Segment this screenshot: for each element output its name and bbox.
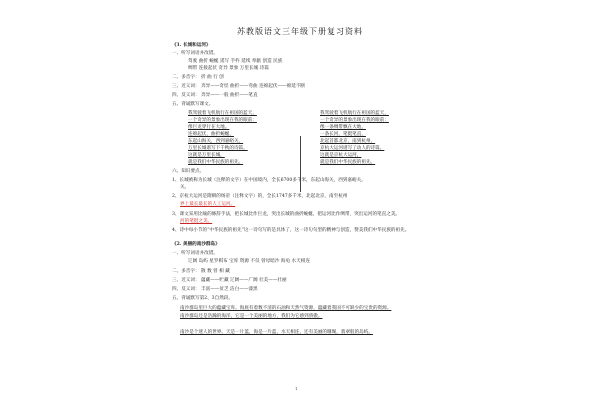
s2-paragraph-1: 南沙群岛里巨大的蕴藏宝库。海底有着数不清的石油和天然气资源，蕴藏着我国不可缺少的宝贵的资源。 (180, 306, 392, 311)
s1-q6: 六、知识要点。 (172, 169, 205, 174)
poem-left-line: 一个奇异的景象出现在我的眼前： (188, 118, 257, 123)
s1-q3: 三、近义词： 奔异——奇怪 曲折——弯曲 连绵起伏——绵延不断 (172, 84, 306, 89)
poem-left-line: 就是我们中华民族的祖先。 (188, 160, 244, 165)
poem-left-line: 连绵起伏，曲折蜿蜒， (188, 132, 234, 137)
s2-q3: 三、近义词： 蕴藏——贮藏 辽阔——广阔 壮美——壮丽 (172, 278, 287, 283)
s1-knowledge-2b: 界上最长最长的人工运河。 (180, 202, 236, 207)
s1-knowledge-3: 3、课文采用比喻的修辞手法，把长城比作巨龙，突出长城的曲折蜿蜒，把运河比作绸带，突出运河的笔直之美。 (172, 212, 401, 217)
s1-q1: 一、听写词语并改错。 (172, 51, 218, 56)
poem-divider (300, 136, 301, 192)
poem-right-line: 一条长河，笔挺笔直， (320, 132, 366, 137)
poem-right-line: 京杭大运河谱写了动人的诗篇。 (320, 146, 385, 151)
s1-knowledge-1: 1、长城被称为长城（注释的文字）在中国境内，全长6700多千米，东起山海关，西到嘉峪关。 (172, 178, 366, 183)
poem-right-line: 像一条绸带飘在大地， (320, 125, 366, 130)
poem-right-line: 北起首都北京，南到杭州， (320, 139, 376, 144)
document-title: 苏教版语文三年级下册复习资料 (237, 27, 363, 36)
s1-q2: 二、多音字： 折 曲 行 创 (172, 75, 224, 80)
poem-left-line: 像巨龙穿行在大地。 (188, 125, 230, 130)
s2-words: 辽阔 岛屿 星罗棋布 宝库 资源 不仅 曾母暗沙 海龟 水天相连 (188, 259, 310, 264)
s2-q2: 二、多音字： 散 数 曾 相 藏 (172, 269, 230, 274)
s1-knowledge-4: 4、诗中每小节的“中华民族的祖先”这一诗句写的是具体了，这一诗句句型的精神与创造，赞美我们中华民族的祖先。 (172, 228, 410, 233)
s1-words-1: 驾驶 曲折 蜿蜒 遥写 手杵 延续 奉献 创造 民族 (188, 59, 283, 64)
poem-right-line: 一个奇异的景象出现在我的眼前： (320, 118, 389, 123)
document-page (150, 18, 450, 396)
s2-paragraph-2: 南沙群岛还是浩瀚的海洋，它是一个美丽的地方，我们为它感到骄傲。 (180, 314, 323, 319)
section-1-heading: 《1. 长城和运河》 (172, 43, 211, 48)
s2-q5: 五、背诵默写第2、3自然段。 (172, 296, 233, 301)
poem-right-line: 就是我们中华民族的祖先。 (320, 160, 376, 165)
s1-knowledge-1b: 关。 (180, 185, 190, 190)
poem-right-line: 我驾驶着飞机航行在祖国的蓝天， (320, 111, 389, 116)
s1-knowledge-3b: 河的笔挺之美。 (180, 219, 213, 224)
page-number: 1 (295, 386, 298, 391)
poem-left-line: 我驾驶着飞机航行在祖国的蓝天， (188, 111, 257, 116)
s2-q1: 一、听写词语并改错。 (172, 251, 218, 256)
s1-q4: 四、反义词： 奔异——一般 曲折——笔直 (172, 93, 258, 98)
s1-q5: 五、背诵默写课文。 (172, 102, 214, 107)
poem-left-line: 这就是万里长城， (188, 153, 225, 158)
poem-right-line: 这就是京杭大运河， (320, 153, 362, 158)
s1-knowledge-2: 2、京杭大运河是隋朝的炀帝（注释文字）的，全长1747多千米，北起北京，南至杭州 (172, 194, 348, 199)
section-2-heading: 《2. 美丽的南沙群岛》 (172, 242, 220, 247)
s2-q4: 四、反义词： 丰富——贫乏 洁白——漆黑 (172, 287, 258, 292)
s2-paragraph-3: 南沙是个迷人的世界。天是一片蓝，海是一片蓝，水天相连，还有美丽的珊瑚，翡翠般的岛屿。 (180, 330, 373, 335)
poem-left-line: 东起山海关，西到嘉峪关， (188, 139, 244, 144)
s1-words-2: 绸带 连接起伏 奇异 景象 万里长城 诗篇 (188, 66, 269, 71)
poem-left-line: 万里长城谱写下千秋的诗篇。 (188, 146, 248, 151)
